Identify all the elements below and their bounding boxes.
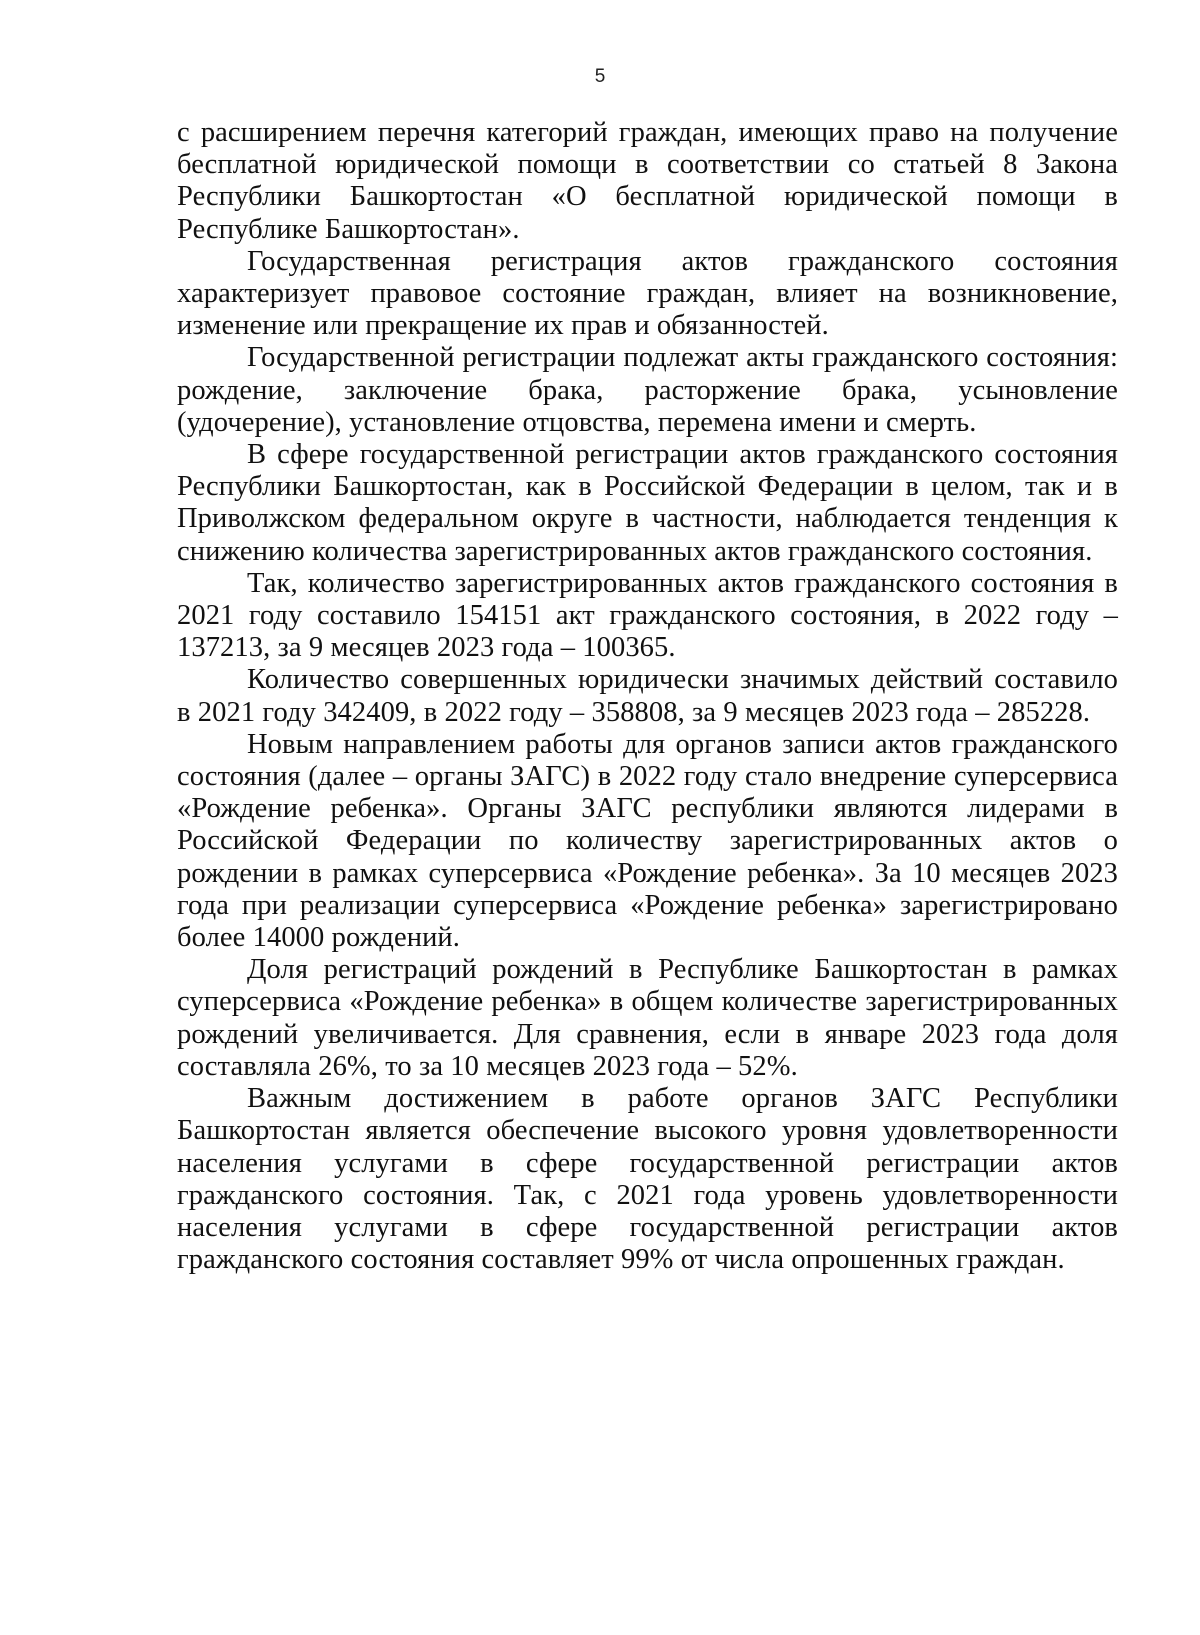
paragraph: Новым направлением работы для органов записи актов гражданского состояния (далее – органы ЗАГС) в 2022 году стало внедрение суперсервиса «Рождение ребенка». Органы ЗАГС республики являются лидерами в Российской Федерации по количеству зарегистрированных актов о рождении в рамках суперсервиса «Рождение ребенка». За 10 месяцев 2023 года при реализации суперсервиса «Рождение ребенка» зарегистрировано более 14000 рождений.	[177, 728, 1118, 954]
paragraph: Так, количество зарегистрированных актов гражданского состояния в 2021 году составило 154151 акт гражданского состояния, в 2022 году – 137213, за 9 месяцев 2023 года – 100365.	[177, 567, 1118, 664]
paragraph: Доля регистраций рождений в Республике Башкортостан в рамках суперсервиса «Рождение ребенка» в общем количестве зарегистрированных рождений увеличивается. Для сравнения, если в январе 2023 года доля составляла 26%, то за 10 месяцев 2023 года – 52%.	[177, 954, 1118, 1082]
paragraph: Количество совершенных юридически значимых действий составило в 2021 году 342409, в 2022 году – 358808, за 9 месяцев 2023 года – 285228.	[177, 664, 1118, 728]
paragraph: Государственная регистрация актов гражданского состояния характеризует правовое состояние граждан, влияет на возникновение, изменение или прекращение их прав и обязанностей.	[177, 245, 1118, 342]
paragraph: В сфере государственной регистрации актов гражданского состояния Республики Башкортостан, как в Российской Федерации в целом, так и в Приволжском федеральном округе в частности, наблюдается тенденция к снижению количества зарегистрированных актов гражданского состояния.	[177, 439, 1118, 567]
document-body	[177, 117, 1118, 1276]
page-number: 5	[594, 66, 606, 87]
paragraph: Государственной регистрации подлежат акты гражданского состояния: рождение, заключение брака, расторжение брака, усыновление (удочерение), установление отцовства, перемена имени и смерть.	[177, 342, 1118, 438]
paragraph: Важным достижением в работе органов ЗАГС Республики Башкортостан является обеспечение высокого уровня удовлетворенности населения услугами в сфере государственной регистрации актов гражданского состояния. Так, с 2021 года уровень удовлетворенности населения услугами в сфере государственной регистрации актов гражданского состояния составляет 99% от числа опрошенных граждан.	[177, 1083, 1118, 1276]
paragraph-continuation: с расширением перечня категорий граждан, имеющих право на получение бесплатной юридической помощи в соответствии со статьей 8 Закона Республики Башкортостан «О бесплатной юридической помощи в Республике Башкортостан».	[177, 117, 1118, 245]
